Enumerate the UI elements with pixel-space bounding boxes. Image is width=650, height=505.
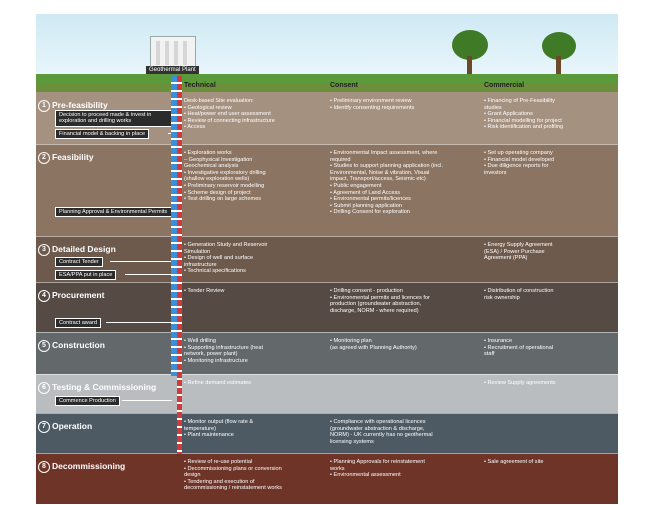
- commercial-items: [484, 98, 563, 131]
- bullet-item: Geochemical analysis: [184, 163, 239, 170]
- milestone-connector: [122, 400, 172, 401]
- bullet-item: Simulation: [184, 248, 211, 255]
- geothermal-plant-icon: [150, 36, 196, 68]
- bullet-item: – Geophysical Investigation: [184, 156, 253, 163]
- bullet-item: • Well drilling: [184, 338, 217, 344]
- bullet-item: network, power plant): [184, 351, 238, 358]
- technical-items: [184, 288, 224, 295]
- stage-band-7: [36, 413, 618, 454]
- column-header-technical: Technical: [184, 82, 216, 89]
- stage-title: Pre-feasibility: [52, 100, 108, 110]
- bullet-item: • Environmental permits and licences for: [330, 294, 430, 301]
- consent-items: [330, 338, 417, 351]
- milestone-tag: Planning Approval & Environmental Permits: [55, 207, 181, 217]
- consent-items: [330, 98, 414, 111]
- milestone-connector: [110, 261, 173, 262]
- bullet-item: staff: [484, 351, 495, 358]
- commercial-items: [484, 150, 554, 176]
- bullet-item: infrastructure: [184, 261, 217, 268]
- bullet-item: • Scheme design of project: [184, 189, 251, 196]
- bullet-item: • Test drilling on large schemes: [184, 196, 262, 203]
- bullet-item: • Preliminary environment review: [330, 98, 412, 104]
- bullet-item: design: [184, 472, 201, 479]
- bullet-item: • Public engagement: [330, 182, 382, 189]
- bullet-item: • Environmental assessment: [330, 472, 401, 479]
- consent-items: [330, 288, 430, 314]
- bullet-item: • Agreement of Land Access: [330, 189, 401, 196]
- technical-items: [184, 242, 267, 275]
- bullet-item: • Tendering and execution of: [184, 478, 255, 485]
- milestone-connector: [106, 322, 172, 323]
- sky: [36, 14, 618, 76]
- soil: [36, 84, 618, 92]
- bullet-item: • Distribution of construction: [484, 288, 554, 294]
- bullet-item: • Submit planning application: [330, 202, 402, 209]
- stage-number-1: 1: [38, 100, 50, 112]
- bullet-item: (shallow exploration wells): [184, 176, 250, 183]
- bullet-item: impact, Transport/access, Seismic etc): [330, 176, 426, 183]
- bullet-item: • Tender Review: [184, 288, 225, 294]
- bullet-item: • Preliminary reservoir modelling: [184, 182, 265, 189]
- technical-items: [184, 459, 282, 492]
- bullet-item: • Plant maintenance: [184, 432, 234, 439]
- bullet-item: (as agreed with Planning Authority): [330, 344, 417, 351]
- bullet-item: • Sale agreement of site: [484, 459, 544, 465]
- bullet-item: • Set up operating company: [484, 150, 553, 156]
- milestone-tag: Contract award: [55, 318, 101, 328]
- stage-title: Feasibility: [52, 152, 94, 162]
- stage-number-5: 5: [38, 340, 50, 352]
- bullet-item: • Due diligence reports for: [484, 163, 549, 170]
- bullet-item: (ESA) / Power Purchase: [484, 248, 545, 255]
- stage-number-7: 7: [38, 421, 50, 433]
- milestone-tag: Financial model & backing in place: [55, 129, 149, 139]
- bullet-item: • Risk identification and profiling: [484, 124, 564, 131]
- bullet-item: • Drilling consent - production: [330, 288, 403, 294]
- bullet-item: Environmental, Noise & vibration, Visual: [330, 169, 430, 176]
- milestone-tag: ESA/PPA put in place: [55, 270, 116, 280]
- bullet-item: temperature): [184, 425, 217, 432]
- bullet-item: licensing systems: [330, 438, 374, 445]
- bullet-item: • Decommissioning plans or conversion: [184, 465, 282, 472]
- stage-title: Decommissioning: [52, 461, 126, 471]
- commercial-items: [484, 380, 556, 387]
- bullet-item: • Monitor output (flow rate &: [184, 419, 254, 425]
- bullet-item: • Financing of Pre-Feasibility: [484, 98, 555, 104]
- bullet-item: • Financial modelling for project: [484, 117, 562, 124]
- bullet-item: • Environmental permits/licences: [330, 196, 411, 203]
- bullet-item: • Monitoring plan: [330, 338, 372, 344]
- bullet-item: • Drilling Consent for exploration: [330, 209, 410, 216]
- tree-icon: [540, 32, 578, 76]
- commercial-items: [484, 288, 553, 301]
- bullet-item: Agreement (PPA): [484, 255, 528, 262]
- bullet-item: (groundwater abstraction & discharge,: [330, 425, 425, 432]
- technical-items: [184, 98, 275, 131]
- stage-number-8: 8: [38, 461, 50, 473]
- bullet-item: • Environmental Impact assessment, where: [330, 150, 438, 156]
- stage-title: Operation: [52, 421, 93, 431]
- stage-number-6: 6: [38, 382, 50, 394]
- consent-items: [330, 419, 433, 445]
- bullet-item: • Energy Supply Agreement: [484, 242, 553, 248]
- bullet-item: • Monitoring infrastructure: [184, 357, 248, 364]
- commercial-items: [484, 242, 553, 262]
- stage-title: Construction: [52, 340, 105, 350]
- tree-icon: [450, 30, 490, 76]
- bullet-item: • Financial model developed: [484, 156, 555, 163]
- milestone-tag: Decision to proceed made & invest in exploration and drilling works: [55, 110, 181, 127]
- bullet-item: NORM) - UK currently has no geothermal: [330, 432, 433, 439]
- technical-items: [184, 419, 253, 439]
- bullet-item: required: [330, 156, 351, 163]
- stage-title: Procurement: [52, 290, 105, 300]
- bullet-item: • Identify consenting requirements: [330, 104, 415, 111]
- bullet-item: • Compliance with operational licences: [330, 419, 426, 425]
- bullet-item: • Design of well and surface: [184, 255, 254, 262]
- column-header-consent: Consent: [330, 82, 358, 89]
- technical-items: [184, 380, 251, 387]
- milestone-tag: Commence Production: [55, 396, 120, 406]
- bullet-item: • Planning Approvals for reinstatement: [330, 459, 425, 465]
- bullet-item: • Review of re-use potential: [184, 459, 253, 465]
- commercial-items: [484, 338, 553, 358]
- bullet-item: • Generation Study and Reservoir: [184, 242, 268, 248]
- bullet-item: • Review Supply agreements: [484, 380, 556, 386]
- bullet-item: • Supporting infrastructure (heat: [184, 344, 264, 351]
- consent-items: [330, 150, 443, 216]
- stage-title: Testing & Commissioning: [52, 382, 157, 392]
- bullet-item: • Exploration works: [184, 150, 232, 156]
- stage-number-3: 3: [38, 244, 50, 256]
- bullet-item: decommissioning / reinstatement works: [184, 485, 282, 492]
- bullet-item: works: [330, 465, 345, 472]
- stage-number-4: 4: [38, 290, 50, 302]
- bullet-item: • Studies to support planning application (incl.: [330, 163, 443, 170]
- bullet-item: • Access: [184, 124, 206, 131]
- milestone-tag: Contract Tender: [55, 257, 103, 267]
- bullet-item: • Review of connecting infrastructure: [184, 117, 275, 124]
- bullet-item: • Technical specifications: [184, 268, 246, 275]
- bullet-item: discharge, NORM - where required): [330, 307, 419, 314]
- stage-title: Detailed Design: [52, 244, 116, 254]
- well-ascending-pipe: [177, 76, 182, 454]
- technical-items: [184, 338, 263, 364]
- plant-label: Geothermal Plant: [146, 66, 199, 74]
- bullet-item: studies: [484, 104, 502, 111]
- bullet-item: • Insurance: [484, 338, 513, 344]
- bullet-item: • Geological review: [184, 104, 232, 111]
- bullet-item: investors: [484, 169, 507, 176]
- commercial-items: [484, 459, 543, 466]
- consent-items: [330, 459, 425, 479]
- bullet-item: • Refine demand estimates: [184, 380, 251, 386]
- stage-number-2: 2: [38, 152, 50, 164]
- bullet-item: Desk-based Site evaluation:: [184, 98, 254, 104]
- grass: [36, 74, 618, 84]
- milestone-connector: [125, 274, 172, 275]
- bullet-item: • Grant Applications: [484, 111, 533, 118]
- technical-items: [184, 150, 266, 203]
- column-header-commercial: Commercial: [484, 82, 525, 89]
- bullet-item: • Investigative exploratory drilling: [184, 169, 266, 176]
- bullet-item: risk ownership: [484, 294, 520, 301]
- bullet-item: production (groundwater abstraction,: [330, 301, 422, 308]
- bullet-item: • Heat/power end user assessment: [184, 111, 271, 118]
- bullet-item: • Recruitment of operational: [484, 344, 554, 351]
